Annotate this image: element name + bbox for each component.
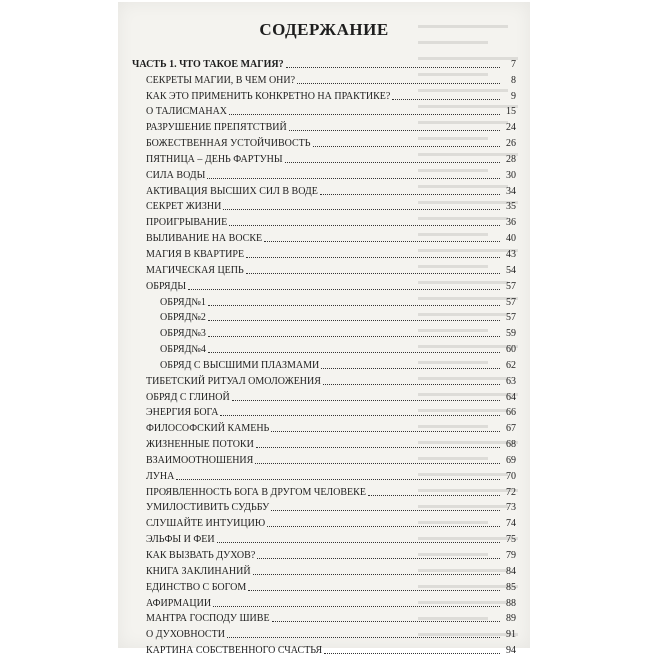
- dot-leader: [255, 463, 500, 464]
- toc-entry-title: ОБРЯД№2: [160, 312, 206, 324]
- toc-page-number: 62: [506, 359, 516, 371]
- toc-entry-title: О ДУХОВНОСТИ: [146, 629, 225, 641]
- dot-leader: [213, 606, 500, 607]
- dot-leader: [207, 178, 500, 179]
- dot-leader: [229, 225, 500, 226]
- toc-entry-title: ЭНЕРГИЯ БОГА: [146, 407, 219, 419]
- toc-entry-title: ЭЛЬФЫ И ФЕИ: [146, 534, 215, 546]
- toc-entry-title: ПРОЯВЛЕННОСТЬ БОГА В ДРУГОМ ЧЕЛОВЕКЕ: [146, 486, 366, 498]
- toc-entry[interactable]: [132, 182, 516, 198]
- toc-page-number: 40: [506, 233, 516, 245]
- toc-entry-title: АКТИВАЦИЯ ВЫСШИХ СИЛ В ВОДЕ: [146, 185, 318, 197]
- dot-leader: [256, 447, 500, 448]
- toc-entry[interactable]: [132, 71, 516, 87]
- toc-entry[interactable]: [132, 625, 516, 641]
- toc-entry[interactable]: [132, 578, 516, 594]
- toc-entry[interactable]: [132, 293, 516, 309]
- toc-entry[interactable]: [132, 166, 516, 182]
- toc-entry[interactable]: [132, 261, 516, 277]
- toc-entry-title: ВЗАИМООТНОШЕНИЯ: [146, 454, 254, 466]
- toc-entry[interactable]: [132, 55, 516, 71]
- toc-page-number: 74: [506, 518, 516, 530]
- toc-page-number: 7: [511, 58, 516, 70]
- toc-page-number: 9: [511, 90, 516, 102]
- toc-entry[interactable]: [132, 451, 516, 467]
- dot-leader: [368, 495, 500, 496]
- toc-entry[interactable]: [132, 499, 516, 515]
- toc-entry[interactable]: [132, 277, 516, 293]
- dot-leader: [297, 83, 500, 84]
- toc-page-number: 8: [511, 74, 516, 86]
- dot-leader: [220, 415, 500, 416]
- toc-entry-title: КАРТИНА СОБСТВЕННОГО СЧАСТЬЯ: [146, 645, 323, 657]
- dot-leader: [248, 590, 500, 591]
- toc-page-number: 30: [506, 169, 516, 181]
- toc-page-number: 70: [506, 470, 516, 482]
- page-title: СОДЕРЖАНИЕ: [259, 20, 389, 39]
- toc-entry[interactable]: [132, 309, 516, 325]
- toc-entry-title: ЕДИНСТВО С БОГОМ: [146, 581, 247, 593]
- toc-page-number: 91: [506, 629, 516, 641]
- dot-leader: [188, 289, 500, 290]
- toc-page-number: 54: [506, 264, 516, 276]
- dot-leader: [271, 510, 500, 511]
- toc-page-number: 34: [506, 185, 516, 197]
- toc-entry-title: СЕКРЕТЫ МАГИИ, В ЧЕМ ОНИ?: [146, 74, 296, 86]
- toc-entry[interactable]: [132, 610, 516, 626]
- dot-leader: [321, 368, 500, 369]
- dot-leader: [246, 273, 500, 274]
- dot-leader: [229, 114, 500, 115]
- toc-entry-title: ОБРЯД№3: [160, 328, 206, 340]
- toc-entry-title: О ТАЛИСМАНАХ: [146, 106, 228, 118]
- toc-entry[interactable]: [132, 245, 516, 261]
- toc-page-number: 68: [506, 439, 516, 451]
- toc-entry[interactable]: [132, 514, 516, 530]
- toc-entry[interactable]: [132, 118, 516, 134]
- toc-entry[interactable]: [132, 483, 516, 499]
- toc-entry[interactable]: [132, 213, 516, 229]
- toc-page-number: 88: [506, 597, 516, 609]
- toc-page-number: 69: [506, 454, 516, 466]
- toc-entry-title: ОБРЯД С ВЫСШИМИ ПЛАЗМАМИ: [160, 359, 320, 371]
- toc-entry-title: КНИГА ЗАКЛИНАНИЙ: [146, 565, 251, 577]
- toc-page-number: 84: [506, 565, 516, 577]
- dot-leader: [392, 99, 500, 100]
- toc-entry[interactable]: [132, 134, 516, 150]
- dot-leader: [227, 637, 500, 638]
- toc-page-number: 36: [506, 217, 516, 229]
- toc-entry-title: ПЯТНИЦА – ДЕНЬ ФАРТУНЫ: [146, 153, 283, 165]
- toc-entry[interactable]: [132, 594, 516, 610]
- dot-leader: [257, 558, 500, 559]
- toc-entry-title: ОБРЯДЫ: [146, 280, 187, 292]
- toc-entry-title: ЛУНА: [146, 470, 175, 482]
- toc-entry[interactable]: [132, 562, 516, 578]
- dot-leader: [176, 479, 500, 480]
- dot-leader: [285, 162, 500, 163]
- dot-leader: [289, 130, 500, 131]
- toc-page-number: 64: [506, 391, 516, 403]
- toc-entry[interactable]: [132, 404, 516, 420]
- toc-entry-title: ЖИЗНЕННЫЕ ПОТОКИ: [146, 439, 254, 451]
- toc-page-number: 15: [506, 106, 516, 118]
- toc-entry[interactable]: [132, 435, 516, 451]
- toc-entry[interactable]: [132, 356, 516, 372]
- dot-leader: [324, 653, 500, 654]
- toc-page-number: 66: [506, 407, 516, 419]
- dot-leader: [286, 67, 500, 68]
- toc-page-number: 57: [506, 312, 516, 324]
- toc-entry[interactable]: [132, 388, 516, 404]
- toc-page-number: 85: [506, 581, 516, 593]
- toc-entry[interactable]: [132, 372, 516, 388]
- toc-page-number: 24: [506, 122, 516, 134]
- toc-page-number: 94: [506, 645, 516, 657]
- toc-entry[interactable]: [132, 150, 516, 166]
- toc-entry-title: АФИРМАЦИИ: [146, 597, 212, 609]
- toc-entry-title: СЕКРЕТ ЖИЗНИ: [146, 201, 222, 213]
- toc-page-number: 57: [506, 280, 516, 292]
- toc-entry-title: БОЖЕСТВЕННАЯ УСТОЙЧИВОСТЬ: [146, 138, 311, 150]
- toc-entry[interactable]: [132, 229, 516, 245]
- toc-entry[interactable]: [132, 87, 516, 103]
- toc-entry[interactable]: [132, 530, 516, 546]
- dot-leader: [271, 431, 500, 432]
- toc-entry[interactable]: [132, 340, 516, 356]
- toc-page-number: 73: [506, 502, 516, 514]
- dot-leader: [208, 320, 500, 321]
- toc-page-number: 79: [506, 550, 516, 561]
- toc-entry-title: ТИБЕТСКИЙ РИТУАЛ ОМОЛОЖЕНИЯ: [146, 375, 321, 387]
- toc-entry-title: КАК ВЫЗВАТЬ ДУХОВ?: [146, 550, 256, 561]
- toc-entry[interactable]: [132, 198, 516, 214]
- toc-entry-title: МАНТРА ГОСПОДУ ШИВЕ: [146, 613, 270, 625]
- dot-leader: [208, 336, 500, 337]
- dot-leader: [313, 146, 500, 147]
- toc-page-number: 63: [506, 375, 516, 387]
- toc-entry-title: МАГИЯ В КВАРТИРЕ: [146, 248, 245, 260]
- table-of-contents: [132, 55, 516, 657]
- dot-leader: [208, 352, 500, 353]
- toc-entry-title: КАК ЭТО ПРИМЕНИТЬ КОНКРЕТНО НА ПРАКТИКЕ?: [146, 90, 391, 102]
- toc-entry-title: ПРОИГРЫВАНИЕ: [146, 217, 228, 229]
- toc-entry-title: ВЫЛИВАНИЕ НА ВОСКЕ: [146, 233, 263, 245]
- toc-entry-title: РАЗРУШЕНИЕ ПРЕПЯТСТВИЙ: [146, 122, 287, 134]
- toc-entry[interactable]: [132, 324, 516, 340]
- toc-entry[interactable]: [132, 467, 516, 483]
- dot-leader: [320, 194, 500, 195]
- toc-page-number: 43: [506, 248, 516, 260]
- toc-entry-title: МАГИЧЕСКАЯ ЦЕПЬ: [146, 264, 244, 276]
- toc-page-number: 28: [506, 153, 516, 165]
- dot-leader: [323, 384, 500, 385]
- toc-entry[interactable]: [132, 546, 516, 562]
- dot-leader: [217, 542, 500, 543]
- toc-entry-title: ФИЛОСОФСКИЙ КАМЕНЬ: [146, 423, 270, 435]
- toc-entry[interactable]: [132, 641, 516, 657]
- dot-leader: [272, 621, 500, 622]
- dot-leader: [246, 257, 500, 258]
- toc-page-number: 75: [506, 534, 516, 546]
- toc-page-number: 26: [506, 138, 516, 150]
- dot-leader: [223, 209, 500, 210]
- toc-entry[interactable]: [132, 419, 516, 435]
- toc-entry[interactable]: [132, 103, 516, 119]
- dot-leader: [264, 241, 500, 242]
- toc-page-number: 89: [506, 613, 516, 625]
- toc-entry-title: ОБРЯД№1: [160, 296, 206, 308]
- dot-leader: [267, 526, 500, 527]
- toc-entry-title: СИЛА ВОДЫ: [146, 169, 206, 181]
- toc-entry-title: СЛУШАЙТЕ ИНТУИЦИЮ: [146, 518, 266, 530]
- toc-entry-title: ЧАСТЬ 1. ЧТО ТАКОЕ МАГИЯ?: [132, 58, 284, 70]
- toc-page-number: 57: [506, 296, 516, 308]
- toc-page-number: 72: [506, 486, 516, 498]
- toc-entry-title: ОБРЯД С ГЛИНОЙ: [146, 391, 230, 403]
- toc-entry-title: ОБРЯД№4: [160, 344, 206, 356]
- toc-entry-title: УМИЛОСТИВИТЬ СУДЬБУ: [146, 502, 270, 514]
- dot-leader: [208, 305, 500, 306]
- toc-page-number: 60: [506, 344, 516, 356]
- dot-leader: [232, 400, 500, 401]
- dot-leader: [253, 574, 500, 575]
- toc-page-number: 67: [506, 423, 516, 435]
- toc-page-number: 59: [506, 328, 516, 340]
- toc-page-number: 35: [506, 201, 516, 213]
